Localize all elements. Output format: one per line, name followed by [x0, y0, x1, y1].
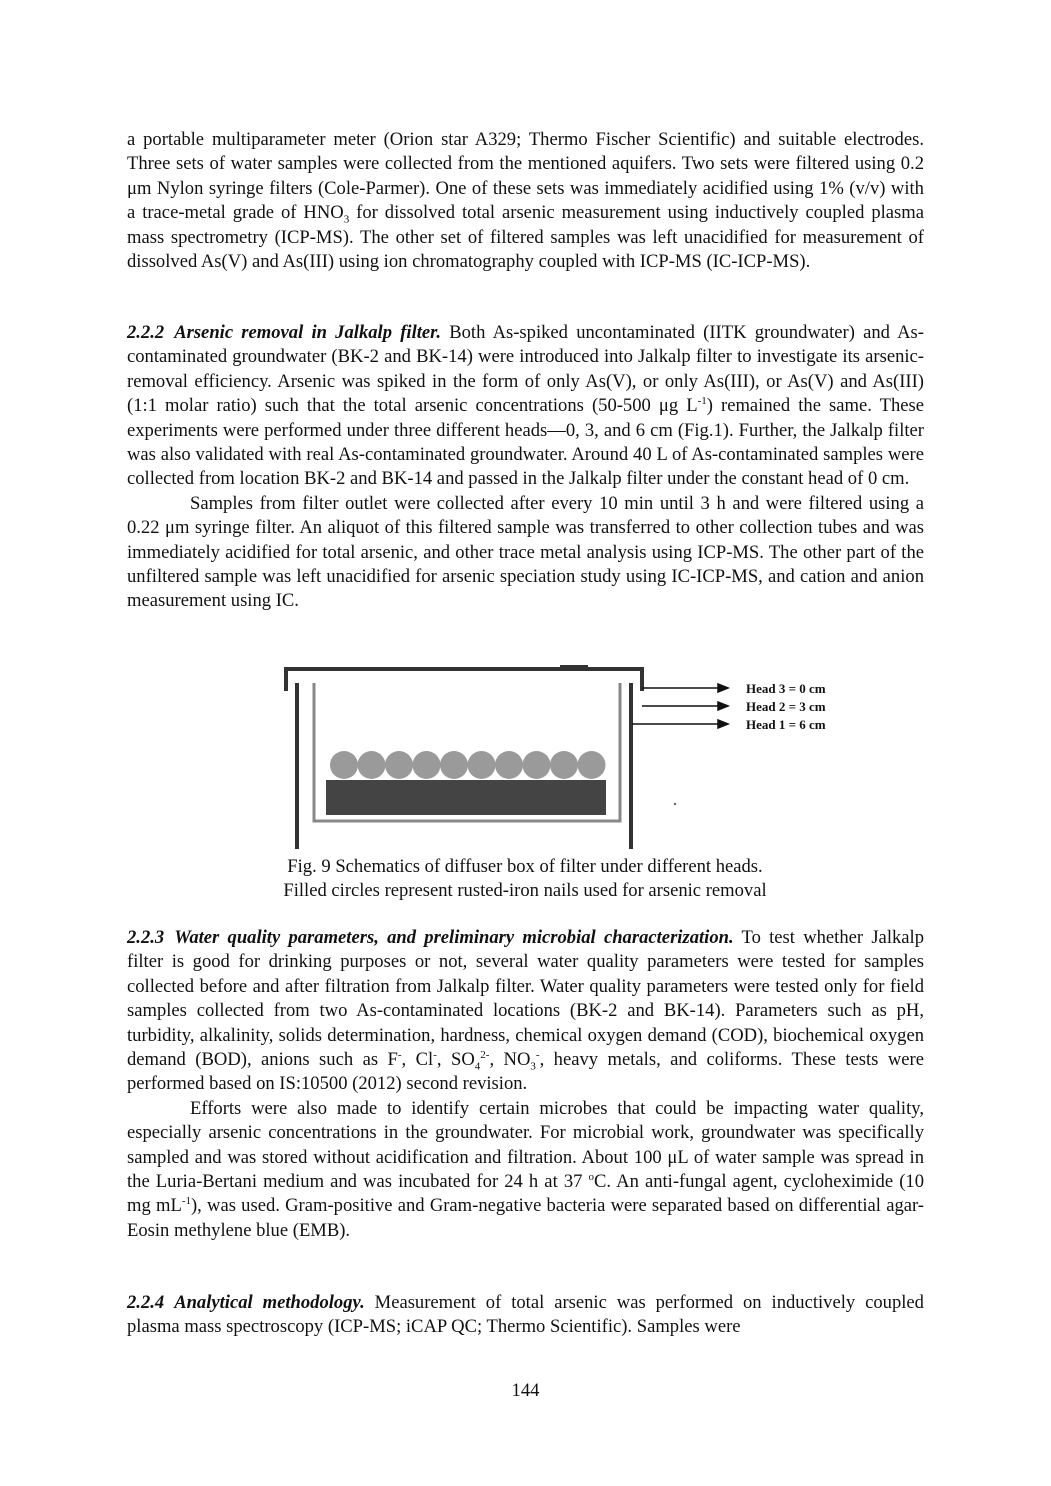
iron-nail: [440, 751, 468, 779]
section-2-2-4: [127, 1291, 924, 1340]
subscript: 4: [474, 1060, 481, 1073]
lid-handle: [560, 665, 588, 670]
section-text: Measurement of total arsenic was performed on inductively coupled plasma mass spectroscopy (ICP-MS; iCAP QC; Thermo Scientific). Samples were: [127, 1292, 924, 1338]
section-2-2-2: [127, 321, 924, 614]
head-arrows: [632, 684, 728, 728]
iron-nail: [495, 751, 523, 779]
diffuser-box-figure: [280, 661, 850, 851]
arrowhead-1: [718, 720, 728, 728]
intro-subscript: 3: [343, 213, 350, 226]
arrowhead-3: [718, 684, 728, 692]
section-text: ), was used. Gram-positive and Gram-negative bacteria were separated based on differential agar-Eosin methylene blue (EMB).: [127, 1195, 925, 1241]
figure-caption: [200, 855, 850, 904]
section-text: Efforts were also made to identify certain microbes that could be impacting water quality, especially arsenic concentrations in the groundwater. For microbial work, groundwater was specifically sampled and was stored without acidification and filtration. About 100 μL of water sample was spread in the Luria-Bertani medium and was incubated for 24 h at 37: [127, 1097, 924, 1193]
arrowhead-2: [718, 702, 728, 710]
iron-nail: [578, 751, 606, 779]
section-number: 2.2.2: [127, 322, 165, 343]
section-number: 2.2.4: [127, 1292, 165, 1313]
intro-line-4a: immediately acidified using 1% (v/v) with a trace-metal grade of HNO: [127, 177, 924, 224]
section-text: ) remained the same. These experiments were performed under three different heads—0, 3, and 6 cm (Fig.1). Further, the Jalkalp filter was also validated with real As-contaminated groundwater. Around 40 L of As-contaminated samples were collected from location BK-2 and BK-14 and passed in the Jalkalp filter under the constant head of 0 cm.: [127, 395, 924, 490]
iron-nail: [358, 751, 386, 779]
superscript: 2-: [480, 1048, 490, 1061]
section-heading: [127, 322, 441, 343]
iron-nail: [550, 751, 578, 779]
iron-nail: [413, 751, 441, 779]
section-text: To test whether Jalkalp filter is good for drinking purposes or not, several water quality parameters were tested for samples collected before and after filtration from Jalkalp filter. Water quality parameters were tested only for field samples collected from two As-contaminated locations (BK-2 and BK-14). Parameters such as pH, turbidity, alkalinity, solids determination, hardness, chemical oxygen demand (COD), biochemical oxygen demand (BOD), anions such as F: [127, 927, 924, 1071]
subscript: 3: [530, 1060, 536, 1073]
iron-nail: [330, 751, 358, 779]
iron-nail: [385, 751, 413, 779]
intro-line-3: were filtered using 0.2 μm Nylon syringe filters (Cole-Parmer). One of these sets was: [127, 153, 925, 199]
superscript: -: [535, 1048, 540, 1061]
intro-line-5: arsenic measurement using inductively coupled plasma mass spectrometry (ICP-MS). The: [127, 202, 924, 248]
page-number: 144: [511, 1380, 540, 1401]
iron-nail: [523, 751, 551, 779]
section-text: C. An anti-fungal agent, cycloheximide (10 mg mL: [127, 1171, 924, 1217]
superscript: -1: [697, 395, 707, 408]
intro-line-1: a portable multiparameter meter (Orion star A329; Thermo Fischer Scientific) and suitable: [127, 129, 837, 150]
superscript: o: [588, 1170, 595, 1183]
intro-line-7: As(III) using ion chromatography coupled with ICP-MS (IC-ICP-MS).: [282, 251, 811, 273]
intro-paragraph: [127, 128, 924, 274]
superscript: -: [433, 1048, 437, 1061]
iron-nails: [330, 751, 606, 779]
caption-line-2: Filled circles represent rusted-iron nails used for arsenic removal: [283, 880, 767, 902]
section-title: Analytical methodology.: [174, 1292, 365, 1313]
head-2-label: Head 2 = 3 cm: [746, 699, 826, 714]
diffuser-box-schematic: [280, 661, 850, 851]
section-text: , heavy metals, and coliforms. These tests were performed based on IS:10500 (2012) second revision.: [127, 1049, 924, 1095]
intro-line-2: electrodes. Three sets of water samples were collected from the mentioned aquifers. Two sets: [127, 129, 924, 175]
lid-outline: [286, 669, 642, 691]
intro-line-6: other set of filtered samples was left unacidified for measurement of dissolved As(V) and: [127, 226, 924, 273]
filter-bed: [326, 780, 606, 815]
section-title: Arsenic removal in Jalkalp filter.: [174, 322, 442, 343]
section-heading: [127, 927, 734, 948]
superscript: -: [397, 1048, 402, 1061]
paragraph: Samples from filter outlet were collected after every 10 min until 3 h and were filtered using a 0.22 μm syringe filter. An aliquot of this filtered sample was transferred to other collection tubes and was immediately acidified for total arsenic, and other trace metal analysis using ICP-MS. The other part of the unfiltered sample was left unacidified for arsenic speciation study using IC-ICP-MS, and cation and anion measurement using IC.: [127, 492, 924, 612]
intro-line-4b: for dissolved total: [349, 202, 496, 224]
section-text: , Cl: [401, 1049, 434, 1071]
section-text: , NO: [489, 1049, 531, 1071]
paragraph: [127, 1097, 924, 1243]
head-3-label: Head 3 = 0 cm: [746, 681, 826, 696]
section-text: Both As-spiked uncontaminated (IITK groundwater) and As-contaminated groundwater (BK-2 and BK-14) were introduced into Jalkalp filter to investigate its arsenic-removal efficiency. Arsenic was spiked in the form of only As(V), or only As(III), or As(V) and As(III) (1:1 molar ratio) such that the total arsenic concentrations (50-500 μg L: [127, 322, 924, 417]
section-text: , SO: [436, 1049, 475, 1071]
section-title: Water quality parameters, and preliminary microbial characterization.: [174, 927, 734, 948]
iron-nail: [468, 751, 496, 779]
section-number: 2.2.3: [127, 927, 165, 948]
head-1-label: Head 1 = 6 cm: [746, 717, 826, 732]
superscript: -1: [181, 1195, 191, 1208]
speck: [674, 803, 676, 805]
section-2-2-3: [127, 926, 924, 1243]
caption-line-1: Fig. 9 Schematics of diffuser box of filter under different heads.: [287, 856, 763, 877]
section-heading: [127, 1292, 365, 1313]
